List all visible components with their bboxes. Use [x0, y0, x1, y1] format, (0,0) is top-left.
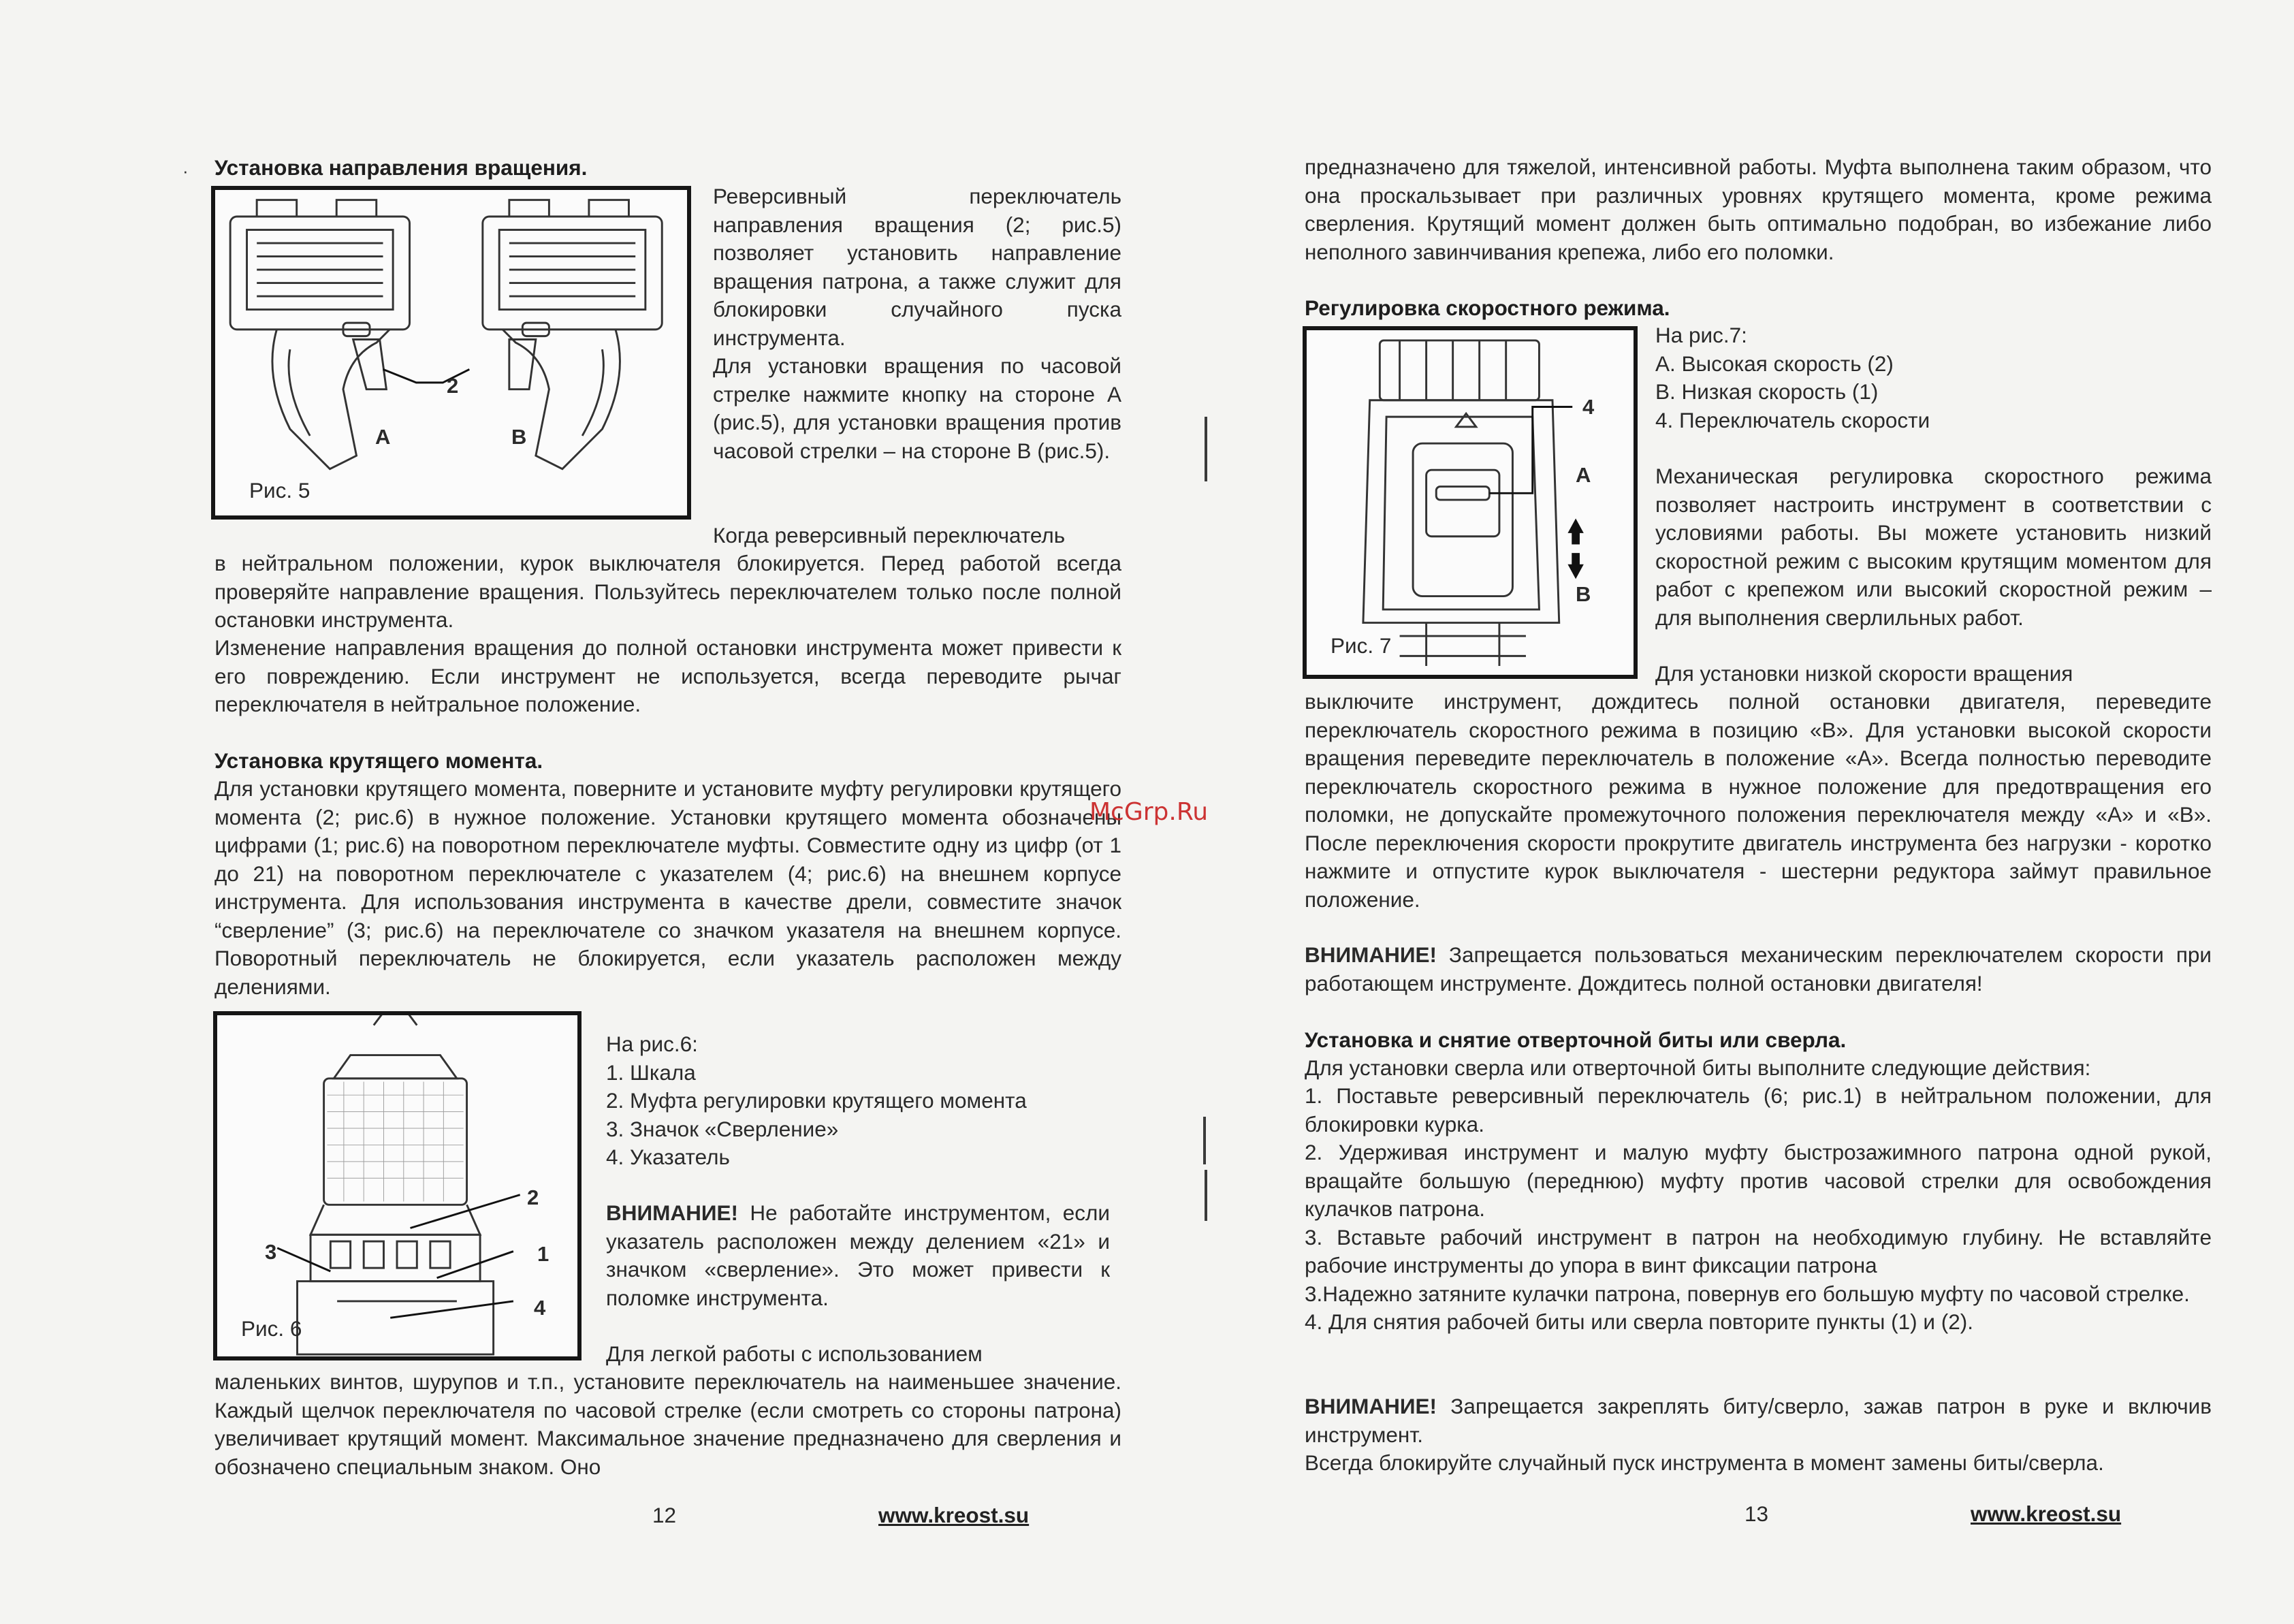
warning-label: ВНИМАНИЕ! [1305, 942, 1437, 967]
list-item: 4. Указатель [606, 1145, 730, 1169]
list-item: На рис.6: [606, 1032, 698, 1056]
rotation-text-2: Для установки вращения по часовой стрелке нажмите кнопку на стороне А (рис.5), для установки вращения против часовой стрелки – на стороне В (рис.5). [713, 353, 1121, 463]
light-work-text-b: маленьких винтов, шурупов и т.п., установите переключатель на наименьшее значение. Каждый щелчок переключателя по часовой стрелке (если смотреть со стороны патрона) увеличивает крутящий момент. Максимальное значение предназначено для сверления и обозначено специальным знаком. Оно [214, 1369, 1121, 1479]
fig7-label-4: 4 [1582, 395, 1595, 419]
bit-intro: Для установки сверла или отверточной биты выполните следующие действия: [1305, 1055, 2091, 1080]
rotation-text-4: Изменение направления вращения до полной остановки инструмента может привести к его повреждению. Если инструмент не используется, всегда переводите рычаг переключателя в нейтральное положение. [214, 635, 1121, 716]
list-item: 4. Переключатель скорости [1655, 407, 1930, 432]
arrow-down-icon [1567, 553, 1583, 579]
torque-heading: Установка крутящего момента. [214, 748, 543, 773]
list-item: 3. Вставьте рабочий инструмент в патрон на необходимую глубину. Не вставляйте рабочие инструменты до упора в винт фиксации патрона [1305, 1224, 2212, 1277]
fig5-label-2: 2 [447, 374, 459, 398]
speed-switch-illustration [1307, 330, 1634, 675]
fig7-caption: Рис. 7 [1331, 633, 1392, 658]
bit-warning [1305, 1392, 2212, 1449]
fig5-label-b: B [511, 425, 527, 449]
page-number: 12 [652, 1503, 677, 1527]
list-item: 2. Муфта регулировки крутящего момента [606, 1088, 1027, 1113]
bit-warning-2: Всегда блокируйте случайный пуск инструмента в момент замены биты/сверла. [1305, 1450, 2104, 1475]
rotation-text-3b: в нейтральном положении, курок выключателя блокируется. Перед работой всегда проверяйте направление вращения. Пользуйтесь переключателем только после полной остановки инструмента. [214, 551, 1121, 632]
rotation-heading: Установка направления вращения. [214, 155, 588, 180]
speed-heading: Регулировка скоростного режима. [1305, 296, 1670, 320]
warning-text: Запрещается закреплять биту/сверло, зажав патрон в руке и включив инструмент. [1305, 1394, 2212, 1447]
speed-text-2a: Для установки низкой скорости вращения [1655, 661, 2073, 686]
drill-rear-view-illustration [215, 190, 687, 515]
fig5-label-a: A [375, 425, 391, 449]
bit-heading: Установка и снятие отверточной биты или сверла. [1305, 1028, 1847, 1052]
list-item: 1. Шкала [606, 1060, 696, 1085]
arrow-up-icon [1567, 518, 1583, 544]
website-link[interactable]: www.kreost.su [1971, 1501, 2122, 1526]
list-item: 4. Для снятия рабочей биты или сверла повторите пункты (1) и (2). [1305, 1309, 1973, 1334]
list-item: 3. Значок «Сверление» [606, 1116, 839, 1141]
speed-text-2b: выключите инструмент, дождитесь полной остановки двигателя, переведите переключатель скоростного режима в позицию «В». Для установки высокой скорости вращения переведите переключатель в положение «А». Всегда полностью переводите переключатель скоростного режима в нужное положение для предотвращения его поломки, не допускайте промежуточного положения переключателя между «А» и «В». После переключения скорости прокрутите двигатель инструмента без нагрузки - коротко нажмите и отпустите курок выключателя - шестерни редуктора займут правильное положение. [1305, 689, 2212, 912]
chuck-torque-illustration [217, 1015, 577, 1356]
torque-continuation-text: предназначено для тяжелой, интенсивной работы. Муфта выполнена таким образом, что она проскальзывает при различных уровнях крутящего момента, кроме режима сверления. Крутящий момент должен быть оптимально подобран, во избежание либо неполного завинчивания крепежа, либо его поломки. [1305, 155, 2212, 264]
light-work-text-a: Для легкой работы с использованием [606, 1341, 983, 1366]
warning-label: ВНИМАНИЕ! [1305, 1394, 1437, 1418]
fig6-legend [606, 1030, 1124, 1172]
fig6-label-4: 4 [534, 1296, 546, 1320]
rotation-text-3a: Когда реверсивный переключатель [713, 523, 1066, 547]
figure-5 [211, 186, 691, 520]
fig6-warning [606, 1199, 1110, 1312]
fig7-label-a: A [1576, 463, 1591, 487]
fig7-legend [1655, 321, 2200, 434]
speed-warning [1305, 941, 2212, 998]
fig6-label-1: 1 [537, 1242, 549, 1266]
warning-text: Запрещается пользоваться механическим переключателем скорости при работающем инструменте. Дождитесь полной остановки двигателя! [1305, 942, 2212, 996]
warning-label: ВНИМАНИЕ! [606, 1200, 739, 1225]
torque-text: Для установки крутящего момента, поверните и установите муфту регулировки крутящего момента (2; рис.6) в нужное положение. Установки крутящего момента обозначены цифрами (1; рис.6) на поворотном переключателе муфты. Совместите одну из цифр (от 1 до 21) на поворотном переключателе с указателем (4; рис.6) на внешнем корпусе инструмента. Для использования инструмента в качестве дрели, совместите значок “сверление” (3; рис.6) на переключателе со значком указателя на внешнем корпусе. Поворотный переключатель не блокируется, если указатель расположен между делениями. [214, 776, 1121, 999]
fig6-label-3: 3 [265, 1240, 277, 1264]
bullet: · [182, 161, 189, 181]
page-number: 13 [1745, 1501, 1769, 1526]
fig6-caption: Рис. 6 [241, 1316, 302, 1341]
rotation-text-1: Реверсивный переключатель направления вращения (2; рис.5) позволяет установить направление вращения патрона, а также служит для блокировки случайного пуска инструмента. [713, 184, 1121, 350]
speed-text-1: Механическая регулировка скоростного режима позволяет настроить инструмент в соответствии с условиями работы. Вы можете установить низкий скоростной режим с высоким крутящим моментом для работ с крепежом или высокий скоростной режим – для выполнения сверлильных работ. [1655, 464, 2212, 630]
list-item: 1. Поставьте реверсивный переключатель (6; рис.1) в нейтральном положении, для блокировки курка. [1305, 1083, 2212, 1136]
figure-7 [1303, 326, 1638, 679]
website-link[interactable]: www.kreost.su [878, 1503, 1030, 1527]
figure-6 [213, 1011, 582, 1360]
list-item: А. Высокая скорость (2) [1655, 351, 1894, 376]
list-item: 2. Удерживая инструмент и малую муфту быстрозажимного патрона одной рукой, вращайте большую (переднюю) муфту против часовой стрелки для освобождения кулачков патрона. [1305, 1140, 2212, 1221]
watermark: McGrp.Ru [1089, 798, 1209, 826]
fig7-label-b: B [1576, 582, 1591, 606]
right-page [1147, 0, 2294, 1624]
bit-steps [1305, 1082, 2212, 1337]
warning-text: Не работайте инструментом, если указатель расположен между делением «21» и значком «сверление». Это может привести к поломке инструмента. [606, 1200, 1110, 1310]
fig5-caption: Рис. 5 [249, 478, 310, 503]
list-item: 3.Надежно затяните кулачки патрона, повернув его большую муфту по часовой стрелке. [1305, 1281, 2190, 1306]
list-item: На рис.7: [1655, 323, 1747, 347]
fig6-label-2: 2 [527, 1185, 539, 1209]
list-item: В. Низкая скорость (1) [1655, 379, 1879, 404]
